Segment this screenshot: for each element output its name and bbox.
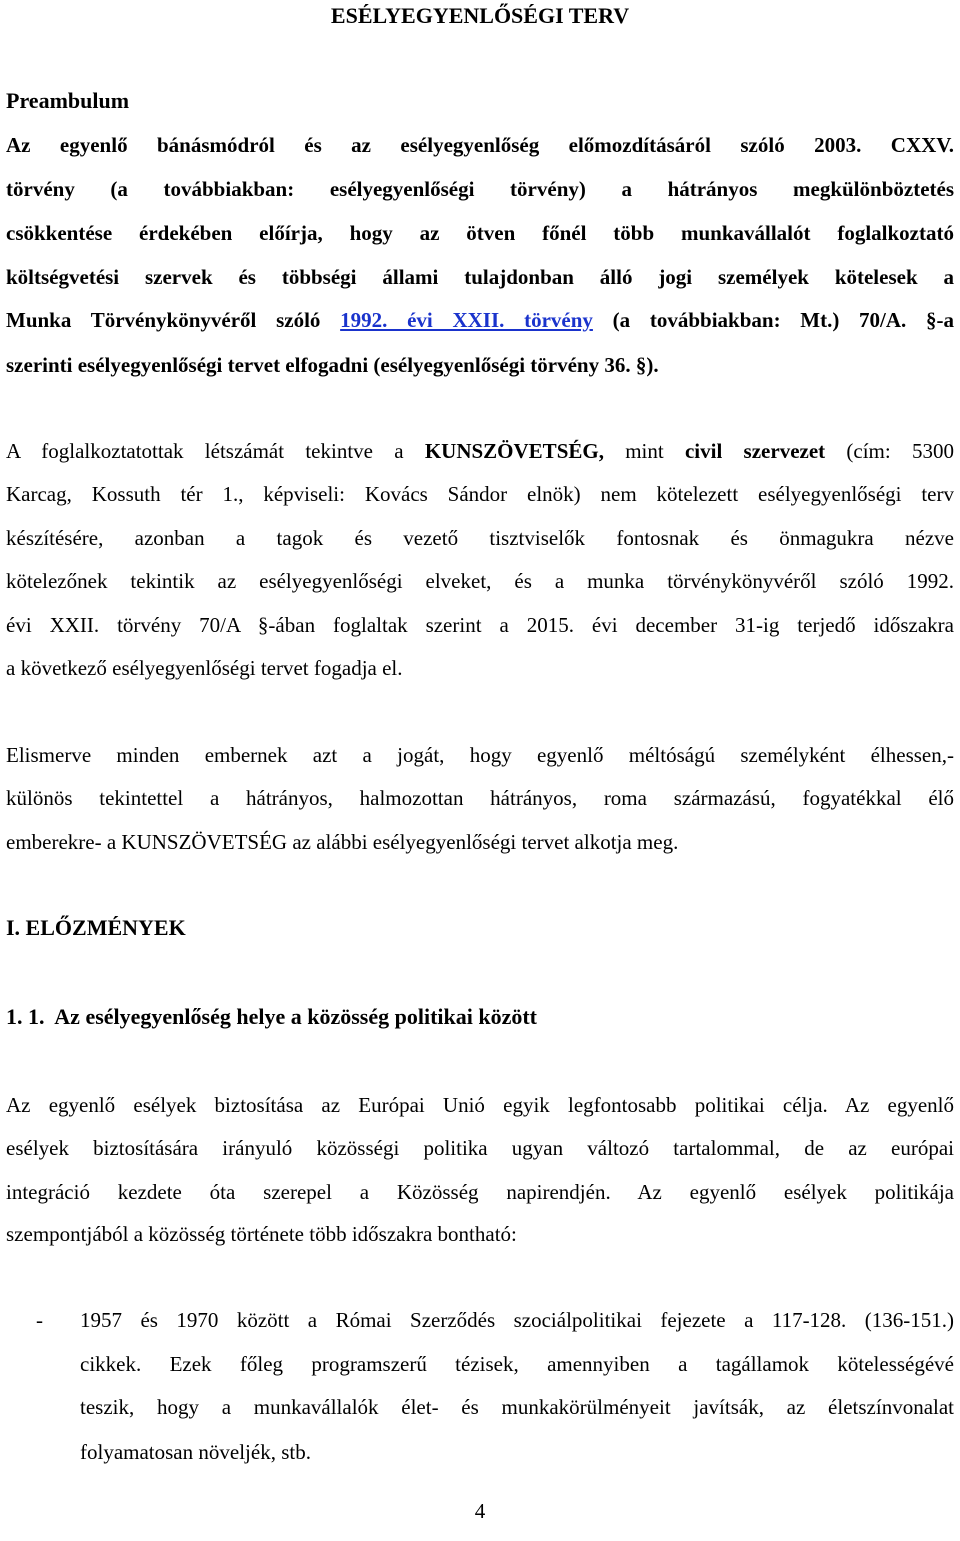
preamble-line-2: törvény (a továbbiakban: esélyegyenlőségi törvény) a hátrányos megkülönböztetés xyxy=(6,177,954,201)
list-item-line-3: teszik, hogy a munkavállalók élet- és munkakörülményeit javítsák, az életszínvonalat xyxy=(80,1395,954,1419)
preamble-line-4: költségvetési szervek és többségi állami tulajdonban álló jogi személyek kötelesek a xyxy=(6,265,954,289)
preamble-line-5-end: (a továbbiakban: Mt.) 70/A. §-a xyxy=(592,308,955,332)
preamble-heading: Preambulum xyxy=(6,88,130,113)
para2-address-start: (cím: 5300 xyxy=(825,439,954,463)
list-item-line-4: folyamatosan növeljék, stb. xyxy=(80,1440,311,1464)
list-item-line-1: 1957 és 1970 között a Római Szerződés szociálpolitikai fejezete a 117-128. (136-151.) xyxy=(80,1308,954,1332)
para4-line-4: szempontjából a közösség története több időszakra bontható: xyxy=(6,1222,517,1246)
para2-line-6: a következő esélyegyenlőségi tervet fogadja el. xyxy=(6,656,403,680)
document-title: ESÉLYEGYENLŐSÉGI TERV xyxy=(330,3,630,28)
subsection-heading: 1. 1. Az esélyegyenlőség helye a közösség politikai között xyxy=(6,1004,538,1029)
para2-line-3: készítésére, azonban a tagok és vezető tisztviselők fontosnak és önmagukra nézve xyxy=(6,526,954,550)
preamble-line-5 xyxy=(6,306,954,334)
preamble-line-1: Az egyenlő bánásmódról és az esélyegyenlőség előmozdításáról szóló 2003. CXXV. xyxy=(6,133,954,157)
organization-type: civil szervezet xyxy=(684,439,826,463)
para3-line-2: különös tekintettel a hátrányos, halmozottan hátrányos, roma származású, fogyatékkal élő xyxy=(6,786,954,810)
para4-line-3: integráció kezdete óta szerepel a Közösség napirendjén. Az egyenlő esélyek politikája xyxy=(6,1180,954,1204)
para3-line-3: emberekre- a KUNSZÖVETSÉG az alábbi esélyegyenlőségi tervet alkotja meg. xyxy=(6,830,679,854)
list-dash: - xyxy=(36,1308,43,1332)
para2-line-2: Karcag, Kossuth tér 1., képviseli: Kovács Sándor elnök) nem kötelezett esélyegyenlőségi terv xyxy=(6,482,954,506)
list-item-line-2: cikkek. Ezek főleg programszerű tézisek, amennyiben a tagállamok kötelességévé xyxy=(80,1352,954,1376)
section-heading-elozmenyek: I. ELŐZMÉNYEK xyxy=(6,915,186,940)
preamble-line-5-start: Munka Törvénykönyvéről szóló xyxy=(6,308,341,332)
para2-line-4: kötelezőnek tekintik az esélyegyenlőségi elveket, és a munka törvénykönyvéről szóló 1992. xyxy=(6,569,954,593)
preamble-line-6: szerinti esélyegyenlőségi tervet elfogadni (esélyegyenlőségi törvény 36. §). xyxy=(6,353,659,377)
para2-intro: A foglalkoztatottak létszámát tekintve a xyxy=(6,439,425,463)
para2-line-5: évi XXII. törvény 70/A §-ában foglaltak szerint a 2015. évi december 31-ig terjedő időszakra xyxy=(6,613,954,637)
para2-line-1 xyxy=(6,437,954,465)
organization-name: KUNSZÖVETSÉG, xyxy=(424,439,604,463)
para4-line-1: Az egyenlő esélyek biztosítása az Európai Unió egyik legfontosabb politikai célja. Az egyenlő xyxy=(6,1093,954,1117)
page-number: 4 xyxy=(474,1499,486,1523)
para2-mint: mint xyxy=(603,439,685,463)
para4-line-2: esélyek biztosítására irányuló közösségi politika ugyan változó tartalommal, de az európai xyxy=(6,1136,954,1160)
para3-line-1: Elismerve minden embernek azt a jogát, hogy egyenlő méltóságú személyként élhessen,- xyxy=(6,743,954,767)
preamble-line-3: csökkentése érdekében előírja, hogy az ötven főnél több munkavállalót foglalkoztató xyxy=(6,221,954,245)
law-reference-link[interactable]: 1992. évi XXII. törvény xyxy=(340,308,593,332)
